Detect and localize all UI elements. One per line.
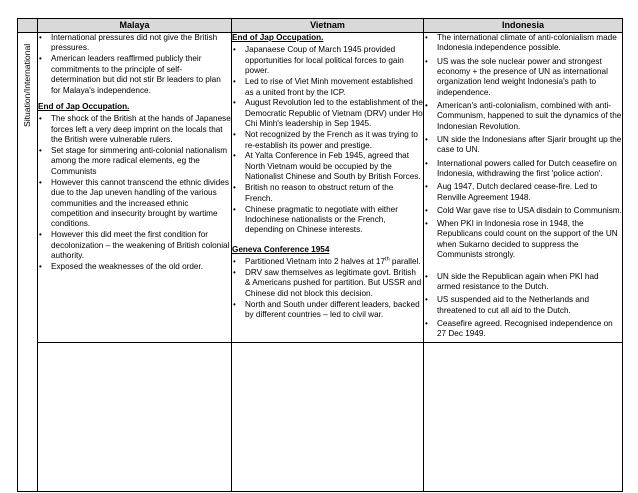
header-indonesia: Indonesia (424, 19, 623, 33)
malaya-cell (38, 33, 232, 343)
list-item-text: Partitioned Vietnam into 2 halves at 17 (245, 257, 386, 267)
header-malaya: Malaya (38, 19, 232, 33)
list-item: • At Yalta Conference in Feb 1945, agreed that North Vietnam would be occupied by the Nationalist Chinese and South by British Forces. (232, 151, 423, 182)
list-item: • Aug 1947, Dutch declared cease-fire. Led to Renville Agreement 1948. (424, 182, 622, 203)
header-vietnam: Vietnam (232, 19, 424, 33)
header-row (18, 19, 623, 33)
spacer (424, 264, 622, 272)
malaya-section-heading: End of Jap Occupation. (38, 101, 130, 111)
row-label-cell (18, 33, 38, 492)
vietnam-cell (232, 33, 424, 343)
comparison-table (17, 18, 623, 492)
list-item: • International pressures did not give the British pressures. (38, 33, 231, 54)
vietnam-list-a (232, 45, 423, 235)
corner-cell (18, 19, 38, 33)
list-item: • However this cannot transcend the ethnic divides due to the Jap uneven handling of the various communities and the increased ethnic competition and insecurity brought by wartime conditions. (38, 178, 231, 230)
list-item: • International powers called for Dutch ceasefire on Indonesia, withdrawing the first 'police action'. (424, 159, 622, 180)
list-item: • North and South under different leaders, backed by different countries – led to civil war. (232, 300, 423, 321)
list-item: • August Revolution led to the establishment of the Democratic Republic of Vietnam (DRV) under Ho Chi Minh's leadership in Sep 1945. (232, 98, 423, 129)
list-item: • The shock of the British at the hands of Japanese forces left a very deep imprint on the locals that the British were vulnerable rulers. (38, 114, 231, 145)
list-item: • However this did meet the first condition for decolonization – the weakening of British colonial authority. (38, 230, 231, 261)
list-item: • Exposed the weaknesses of the old order. (38, 262, 231, 272)
list-item: • US was the sole nuclear power and strongest economy + the presence of UN as international organization lend weight Indonesia's path to independence. (424, 57, 622, 99)
malaya-list-a (38, 33, 231, 96)
malaya-list-b (38, 114, 231, 272)
malaya-empty-cell (38, 343, 232, 492)
list-item (232, 257, 423, 267)
list-item: • Not recognized by the French as it was trying to re-establish its power and prestige. (232, 130, 423, 151)
list-item: • Chinese pragmatic to negotiate with either Indochinese nationalists or the French, depending on Chinese interests. (232, 205, 423, 236)
indonesia-cell (424, 33, 623, 343)
superscript: th (385, 256, 390, 263)
indonesia-list-a (424, 33, 622, 261)
vietnam-list-b (232, 257, 423, 320)
vietnam-section-heading: End of Jap Occupation. (232, 33, 324, 42)
list-item: • Cold War gave rise to USA disdain to Communism. (424, 206, 622, 216)
list-item-text: parallel. (391, 257, 421, 267)
list-item: • American leaders reaffirmed publicly their commitments to the principle of self-determination but did not stir Br leaders to plan for Malaya's independence. (38, 54, 231, 96)
empty-row (18, 343, 623, 492)
indonesia-empty-cell (424, 343, 623, 492)
list-item: • Ceasefire agreed. Recognised independence on 27 Dec 1949. (424, 319, 622, 340)
list-item: • US suspended aid to the Netherlands and threatened to cut all aid to the Dutch. (424, 295, 622, 316)
list-item: • Led to rise of Viet Minh movement established as a united front by the ICP. (232, 77, 423, 98)
list-item: • When PKI in Indonesia rose in 1948, the Republicans could count on the support of the UN when Sukarno decided to suppress the Communists strongly. (424, 219, 622, 261)
list-item: • DRV saw themselves as legitimate govt. British & Americans pushed for partition. But USSR and Chinese did not block this decision. (232, 268, 423, 299)
indonesia-list-b (424, 272, 622, 340)
list-item: • The international climate of anti-colonialism made Indonesia independence possible. (424, 33, 622, 54)
list-item: • American's anti-colonialism, combined with anti-Communism, happened to suit the dynamics of the Indonesian Revolution. (424, 101, 622, 132)
vietnam-empty-cell (232, 343, 424, 492)
vietnam-section-heading-geneva: Geneva Conference 1954 (232, 244, 330, 254)
list-item: • UN side the Republican again when PKI had armed resistance to the Dutch. (424, 272, 622, 293)
list-item: • UN side the Indonesians after Sjarir brought up the case to UN. (424, 135, 622, 156)
content-row (18, 33, 623, 343)
row-label: Situation/International (22, 43, 32, 127)
list-item: • Set stage for simmering anti-colonial nationalism among the more radical elements, eg the Communists (38, 146, 231, 177)
list-item: • Japanaese Coup of March 1945 provided opportunities for local political forces to gain power. (232, 45, 423, 76)
list-item: • British no reason to obstruct return of the French. (232, 183, 423, 204)
